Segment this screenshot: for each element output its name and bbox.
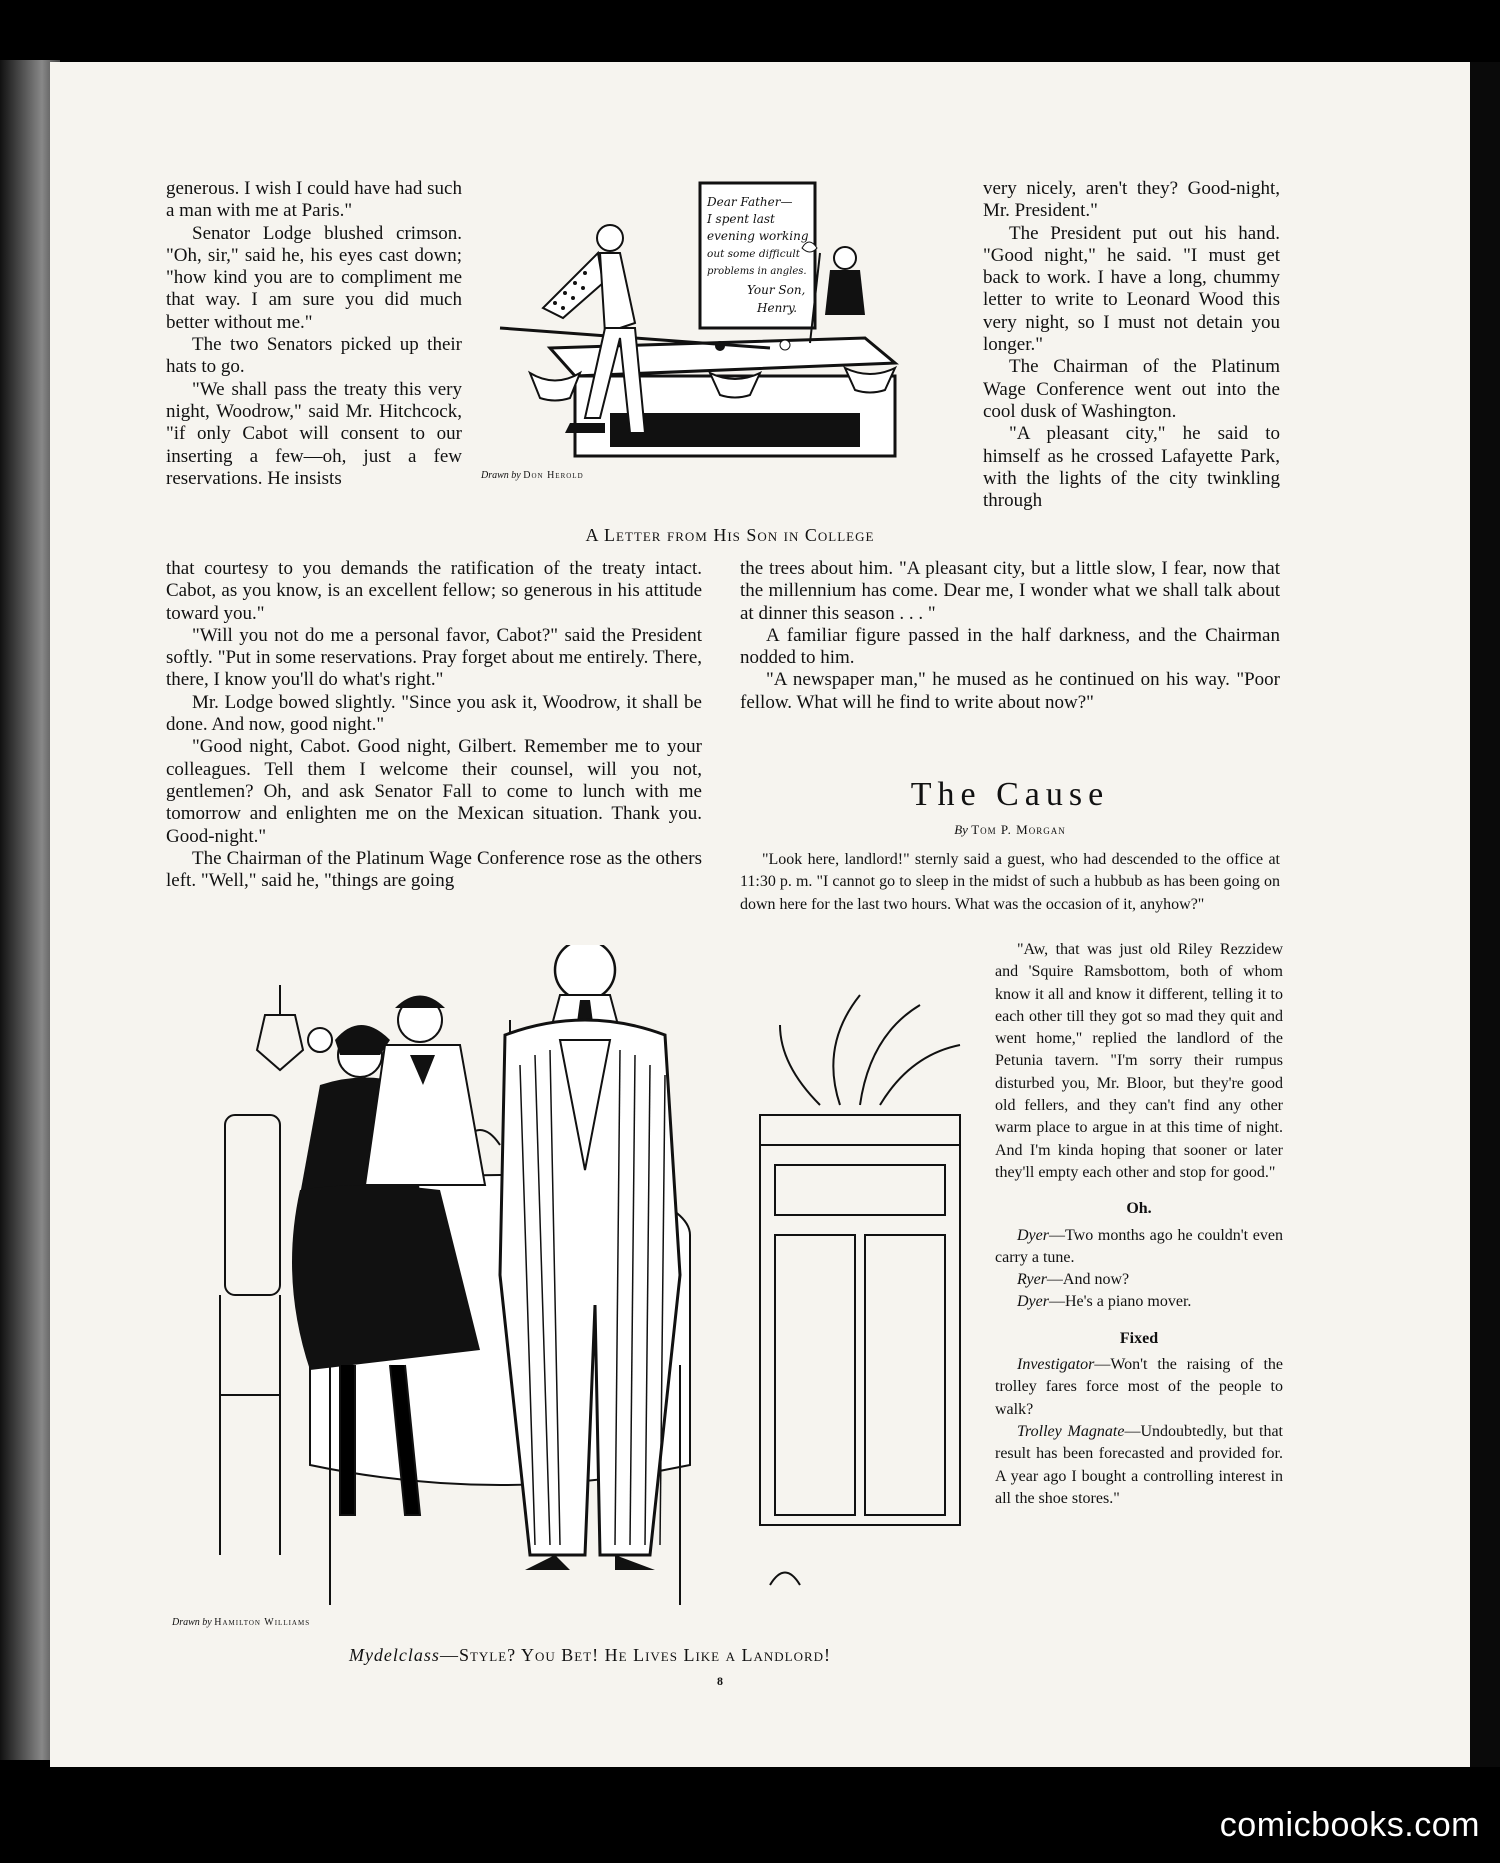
dialogue-line: Trolley Magnate—Undoubtedly, but that result has been forecasted and provided for. A year ago I bought a controlling interest in all the shoe stores.": [995, 1422, 1283, 1507]
dialogue-line: Dyer—He's a piano mover.: [1017, 1293, 1192, 1311]
letter-line: Your Son,: [747, 283, 806, 297]
letter-line: I spent last: [707, 212, 775, 226]
section-heading-oh: Oh.: [1126, 1200, 1152, 1218]
column-left-top: [166, 178, 462, 490]
paragraph: The President put out his hand. "Good night," he said. "I must get back to work. I have a long, chummy letter to write to Leonard Wood this very night, so I must not detain you longer.": [983, 222, 1280, 356]
paragraph: The Chairman of the Platinum Wage Conference rose as the others left. "Well," said he, "things are going: [166, 847, 702, 892]
restaurant-drawing: [160, 945, 980, 1645]
bottom-illustration-credit: Drawn by Hamilton Williams: [172, 1617, 311, 1628]
billiards-illustration: [475, 178, 975, 498]
site-watermark: comicbooks.com: [1219, 1806, 1480, 1844]
story-title: The Cause: [910, 776, 1110, 813]
paragraph: that courtesy to you demands the ratification of the treaty intact. Cabot, as you know, is an excellent fellow; so generous in his attitude toward you.": [166, 558, 702, 624]
paragraph: "Good night, Cabot. Good night, Gilbert. Remember me to your colleagues. Tell them I welcome their counsel, will you not, gentlemen? Oh, and ask Senator Fall to come to lunch with me tomorrow and enlighten me on the Mexican situation. Thank you. Good-night.": [166, 736, 702, 847]
billiards-drawing: [475, 178, 975, 498]
paragraph: generous. I wish I could have had such a man with me at Paris.": [166, 178, 462, 222]
column-right-top: [983, 178, 1280, 512]
paragraph: the trees about him. "A pleasant city, but a little slow, I fear, now that the millennium has come. Dear me, I wonder what we shall talk about at dinner this season . . . ": [740, 558, 1280, 624]
paragraph: "We shall pass the treaty this very night, Woodrow," said Mr. Hitchcock, "if only Cabot will consent to our inserting a few—oh, just a few reservations. He insists: [166, 378, 462, 489]
paragraph: The Chairman of the Platinum Wage Conference went out into the cool dusk of Washington.: [983, 356, 1280, 422]
letter-line: problems in angles.: [707, 266, 807, 277]
bottom-illustration-caption: Mydelclass—Style? You Bet! He Lives Like a Landlord!: [348, 1645, 832, 1665]
paragraph: very nicely, aren't they? Good-night, Mr. President.": [983, 178, 1280, 222]
column-left-middle: [166, 558, 702, 892]
page-number: 8: [717, 1674, 723, 1688]
dialogue-line: Ryer—And now?: [1017, 1271, 1130, 1289]
section-heading-fixed: Fixed: [1119, 1329, 1159, 1347]
letter-line: evening working: [707, 229, 809, 243]
restaurant-illustration: [160, 945, 980, 1645]
paragraph: "A pleasant city," he said to himself as he crossed Lafayette Park, with the lights of the city twinkling through: [983, 423, 1280, 512]
story-intro: [740, 849, 1280, 916]
dialogue-line: Investigator—Won't the raising of the trolley fares force most of the people to walk?: [995, 1356, 1283, 1418]
top-illustration-caption: A Letter from His Son in College: [585, 525, 875, 545]
top-illustration-credit: Drawn by Don Herold: [481, 470, 584, 481]
column-right-bottom: [995, 939, 1283, 1510]
letter-line: Henry.: [757, 301, 798, 315]
paragraph: "Aw, that was just old Riley Rezzidew and 'Squire Ramsbottom, both of whom know it all and know it different, telling it to each other till they got so mad they quit and went home," replied the landlord of the Petunia tavern. "I'm sorry their rumpus disturbed you, Mr. Bloor, but they're good old fellers, and they can't find any other warm place to argue in at this time of night. And I'm kinda hoping that sooner or later they'll empty each other and stop for good.": [995, 941, 1283, 1181]
paragraph: Mr. Lodge bowed slightly. "Since you ask it, Woodrow, it shall be done. And now, good night.": [166, 691, 702, 736]
paragraph: A familiar figure passed in the half darkness, and the Chairman nodded to him.: [740, 624, 1280, 669]
paragraph: The two Senators picked up their hats to go.: [166, 334, 462, 378]
story-byline: By Tom P. Morgan: [954, 822, 1066, 837]
letter-line: out some difficult: [707, 248, 800, 260]
paragraph: "Will you not do me a personal favor, Cabot?" said the President softly. "Put in some reservations. Pray forget about me entirely. There, there, I know you'll do what's right.": [166, 624, 702, 691]
column-right-middle: [740, 558, 1280, 714]
paragraph: "Look here, landlord!" sternly said a guest, who had descended to the office at 11:30 p. m. "I cannot go to sleep in the midst of such a hubbub as has been going on down here for the last two hours. What was the occasion of it, anyhow?": [740, 851, 1280, 913]
dialogue-line: Dyer—Two months ago he couldn't even carry a tune.: [995, 1226, 1283, 1266]
paragraph: Senator Lodge blushed crimson. "Oh, sir," said he, his eyes cast down; "how kind you are to compliment me that way. I am sure you did much better without me.": [166, 222, 462, 333]
paragraph: "A newspaper man," he mused as he continued on his way. "Poor fellow. What will he find to write about now?": [740, 669, 1280, 713]
letter-line: Dear Father—: [707, 195, 793, 209]
facing-page-edge: [1470, 62, 1500, 1767]
